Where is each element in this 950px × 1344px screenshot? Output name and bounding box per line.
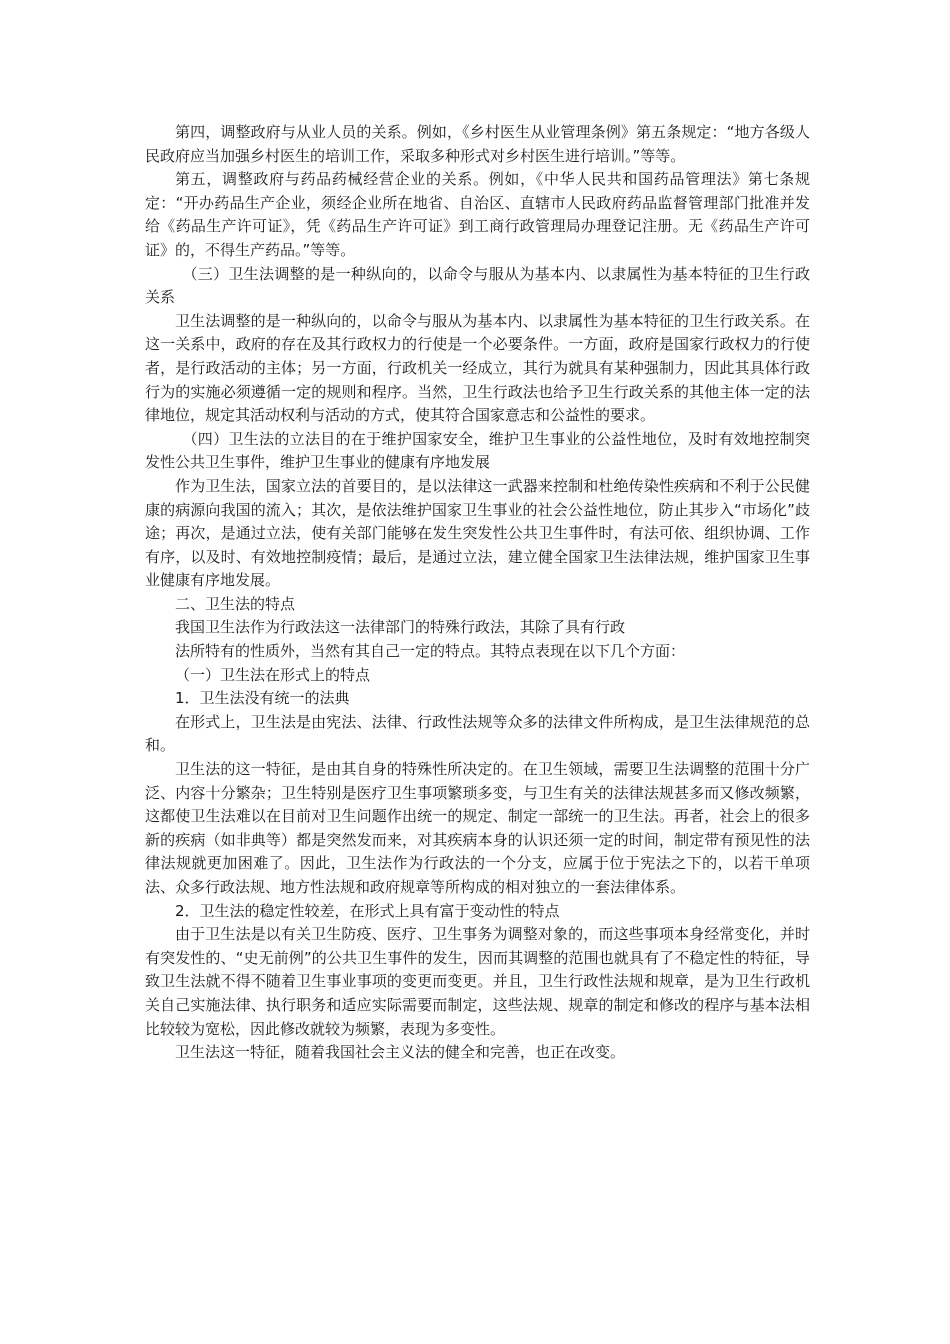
- paragraph-vertical-relation: 卫生法调整的是一种纵向的，以命令与服从为基本内、以隶属性为基本特征的卫生行政关系。在这一关系中，政府的存在及其行政权力的行使是一个必要条件。一方面，政府是国家行政权力的行使者，是行政活动的主体；另一方面，行政机关一经成立，其行为就具有某种强制力，因此其具体行政行为的实施必须遵循一定的规则和程序。当然，卫生行政法也给予卫生行政关系的其他主体一定的法律地位，规定其活动权利与活动的方式，使其符合国家意志和公益性的要求。: [145, 311, 810, 425]
- paragraph-no-code: 在形式上，卫生法是由宪法、法律、行政性法规等众多的法律文件所构成，是卫生法律规范的总和。: [145, 712, 810, 755]
- document-body: [145, 121, 810, 1065]
- heading-vertical-relation: （三）卫生法调整的是一种纵向的，以命令与服从为基本内、以隶属性为基本特征的卫生行政关系: [145, 264, 810, 307]
- item-heading-no-code: 1．卫生法没有统一的法典: [175, 689, 350, 708]
- paragraph-no-code-reason: 卫生法的这一特征，是由其自身的特殊性所决定的。在卫生领域，需要卫生法调整的范围十分广泛、内容十分繁杂；卫生特别是医疗卫生事项繁琐多变，与卫生有关的法律法规甚多而又修改频繁，这都使卫生法难以在目前对卫生问题作出统一的规定、制定一部统一的卫生法。再者，社会上的很多新的疾病（如非典等）都是突然发而来，对其疾病本身的认识还须一定的时间，制定带有预见性的法律法规就更加困难了。因此，卫生法作为行政法的一个分支，应属于位于宪法之下的，以若干单项法、众多行政法规、地方性法规和政府规章等所构成的相对独立的一套法律体系。: [145, 760, 810, 896]
- paragraph-legislative-purpose: 作为卫生法，国家立法的首要目的，是以法律这一武器来控制和杜绝传染性疾病和不利于公民健康的病源向我国的流入；其次，是依法维护国家卫生事业的社会公益性地位，防止其步入“市场化”歧途；再次，是通过立法，使有关部门能够在发生突发性公共卫生事件时，有法可依、组织协调、工作有序，以及时、有效地控制疫情；最后，是通过立法，建立健全国家卫生法律法规，维护国家卫生事业健康有序地发展。: [145, 476, 810, 590]
- subheading-form-features: （一）卫生法在形式上的特点: [175, 665, 371, 684]
- heading-legislative-purpose: （四）卫生法的立法目的在于维护国家安全，维护卫生事业的公益性地位，及时有效地控制突发性公共卫生事件，维护卫生事业的健康有序地发展: [145, 429, 810, 472]
- section-heading-features: 二、卫生法的特点: [175, 594, 296, 613]
- paragraph-features-intro-2: 法所特有的性质外，当然有其自己一定的特点。其特点表现在以下几个方面：: [175, 642, 686, 661]
- paragraph-instability: 由于卫生法是以有关卫生防疫、医疗、卫生事务为调整对象的，而这些事项本身经常变化，并时有突发性的、“史无前例”的公共卫生事件的发生，因而其调整的范围也就具有了不稳定性的特征，导致卫生法就不得不随着卫生事业事项的变更而变更。并且，卫生行政性法规和规章，是为卫生行政机关自己实施法律、执行职务和适应实际需要而制定，这些法规、规章的制定和修改的程序与基本法相比较较为宽松，因此修改就较为频繁，表现为多变性。: [145, 925, 810, 1038]
- paragraph-conclusion: 卫生法这一特征，随着我国社会主义法的健全和完善，也正在改变。: [175, 1043, 626, 1062]
- paragraph-features-intro-1: 我国卫生法作为行政法这一法律部门的特殊行政法，其除了具有行政: [175, 618, 626, 637]
- paragraph-regulate-personnel: 第四，调整政府与从业人员的关系。例如，《乡村医生从业管理条例》第五条规定：“地方各级人民政府应当加强乡村医生的培训工作，采取多种形式对乡村医生进行培训。”等等。: [145, 123, 810, 165]
- paragraph-regulate-enterprises: 第五，调整政府与药品药械经营企业的关系。例如，《中华人民共和国药品管理法》第七条规定：“开办药品生产企业，须经企业所在地省、自治区、直辖市人民政府药品监督管理部门批准并发给《药品生产许可证》，凭《药品生产许可证》到工商行政管理局办理登记注册。无《药品生产许可证》的，不得生产药品。”等等。: [145, 170, 810, 259]
- item-heading-instability: 2．卫生法的稳定性较差，在形式上具有富于变动性的特点: [175, 901, 560, 920]
